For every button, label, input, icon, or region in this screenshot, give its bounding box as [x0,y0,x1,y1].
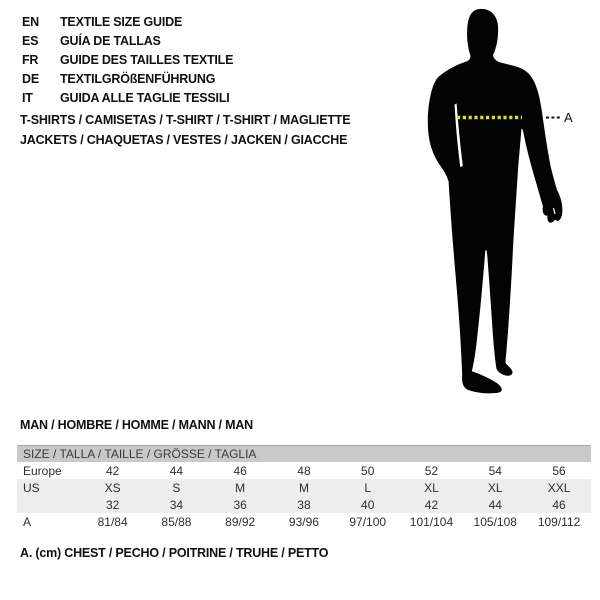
table-cell: 38 [272,496,336,513]
measure-footnote: A. (cm) CHEST / PECHO / POITRINE / TRUHE / PETTO [20,546,329,560]
table-cell: XL [463,479,527,496]
table-cell: 40 [336,496,400,513]
table-row-us [17,479,591,496]
table-cell: XXL [527,479,591,496]
section-title-man: MAN / HOMBRE / HOMME / MANN / MAN [20,418,253,432]
table-cell: 44 [463,496,527,513]
language-label: TEXTILE SIZE GUIDE [60,15,183,29]
table-row-chest-a [17,513,591,530]
table-cell: 42 [400,496,464,513]
table-cell: 36 [208,496,272,513]
language-row [22,70,233,89]
table-cell: 54 [488,463,502,478]
language-label: GUÍA DE TALLAS [60,34,161,48]
table-cell: 44 [169,463,184,478]
language-code: FR [22,53,39,67]
table-cell: 89/92 [225,514,256,529]
table-cell: 52 [424,463,439,478]
row-label: A [23,514,32,529]
table-cell: 81/84 [97,514,128,529]
measure-label-a: A [564,110,573,125]
table-cell: 48 [297,463,311,478]
language-label: GUIDE DES TAILLES TEXTILE [60,53,234,67]
table-cell: 42 [105,463,120,478]
table-cell: 97/100 [349,514,387,529]
table-cell: 105/108 [473,514,517,529]
size-table-header-row [17,446,591,463]
language-code: DE [22,72,39,86]
language-code: ES [22,34,39,48]
table-cell: 56 [552,463,566,478]
table-row-alt-size [17,496,591,513]
man-silhouette-svg [410,0,600,400]
row-label: Europe [23,463,62,478]
size-table [17,445,591,530]
table-cell: S [145,479,209,496]
table-cell: 32 [81,496,145,513]
language-list [22,13,233,108]
table-cell: 34 [145,496,209,513]
table-cell: XS [81,479,145,496]
language-label: GUIDA ALLE TAGLIE TESSILI [60,91,230,105]
table-cell: M [272,479,336,496]
table-row-europe [17,462,591,479]
language-code: EN [22,15,39,29]
table-cell: 46 [233,463,247,478]
table-cell: 93/96 [288,514,319,529]
category-list [20,110,350,150]
table-cell: M [208,479,272,496]
table-cell: 109/112 [537,514,581,529]
category-jackets: JACKETS / CHAQUETAS / VESTES / JACKEN / GIACCHE [20,133,348,147]
language-label: TEXTILGRÖßENFÜHRUNG [60,72,216,86]
row-label [17,496,81,513]
language-row [22,51,233,70]
row-label: US [17,479,81,496]
table-cell: 50 [361,463,375,478]
language-row [22,89,233,108]
language-row [22,32,233,51]
size-table-header: SIZE / TALLA / TAILLE / GRÖSSE / TAGLIA [17,446,591,463]
man-silhouette-path [428,9,563,393]
table-cell: XL [400,479,464,496]
language-code: IT [22,91,33,105]
man-silhouette-figure [410,0,600,400]
language-row [22,13,233,32]
table-cell: 46 [527,496,591,513]
category-tshirts: T-SHIRTS / CAMISETAS / T-SHIRT / T-SHIRT / MAGLIETTE [20,113,351,127]
table-cell: L [336,479,400,496]
table-cell: 85/88 [161,514,192,529]
table-cell: 101/104 [409,514,454,529]
